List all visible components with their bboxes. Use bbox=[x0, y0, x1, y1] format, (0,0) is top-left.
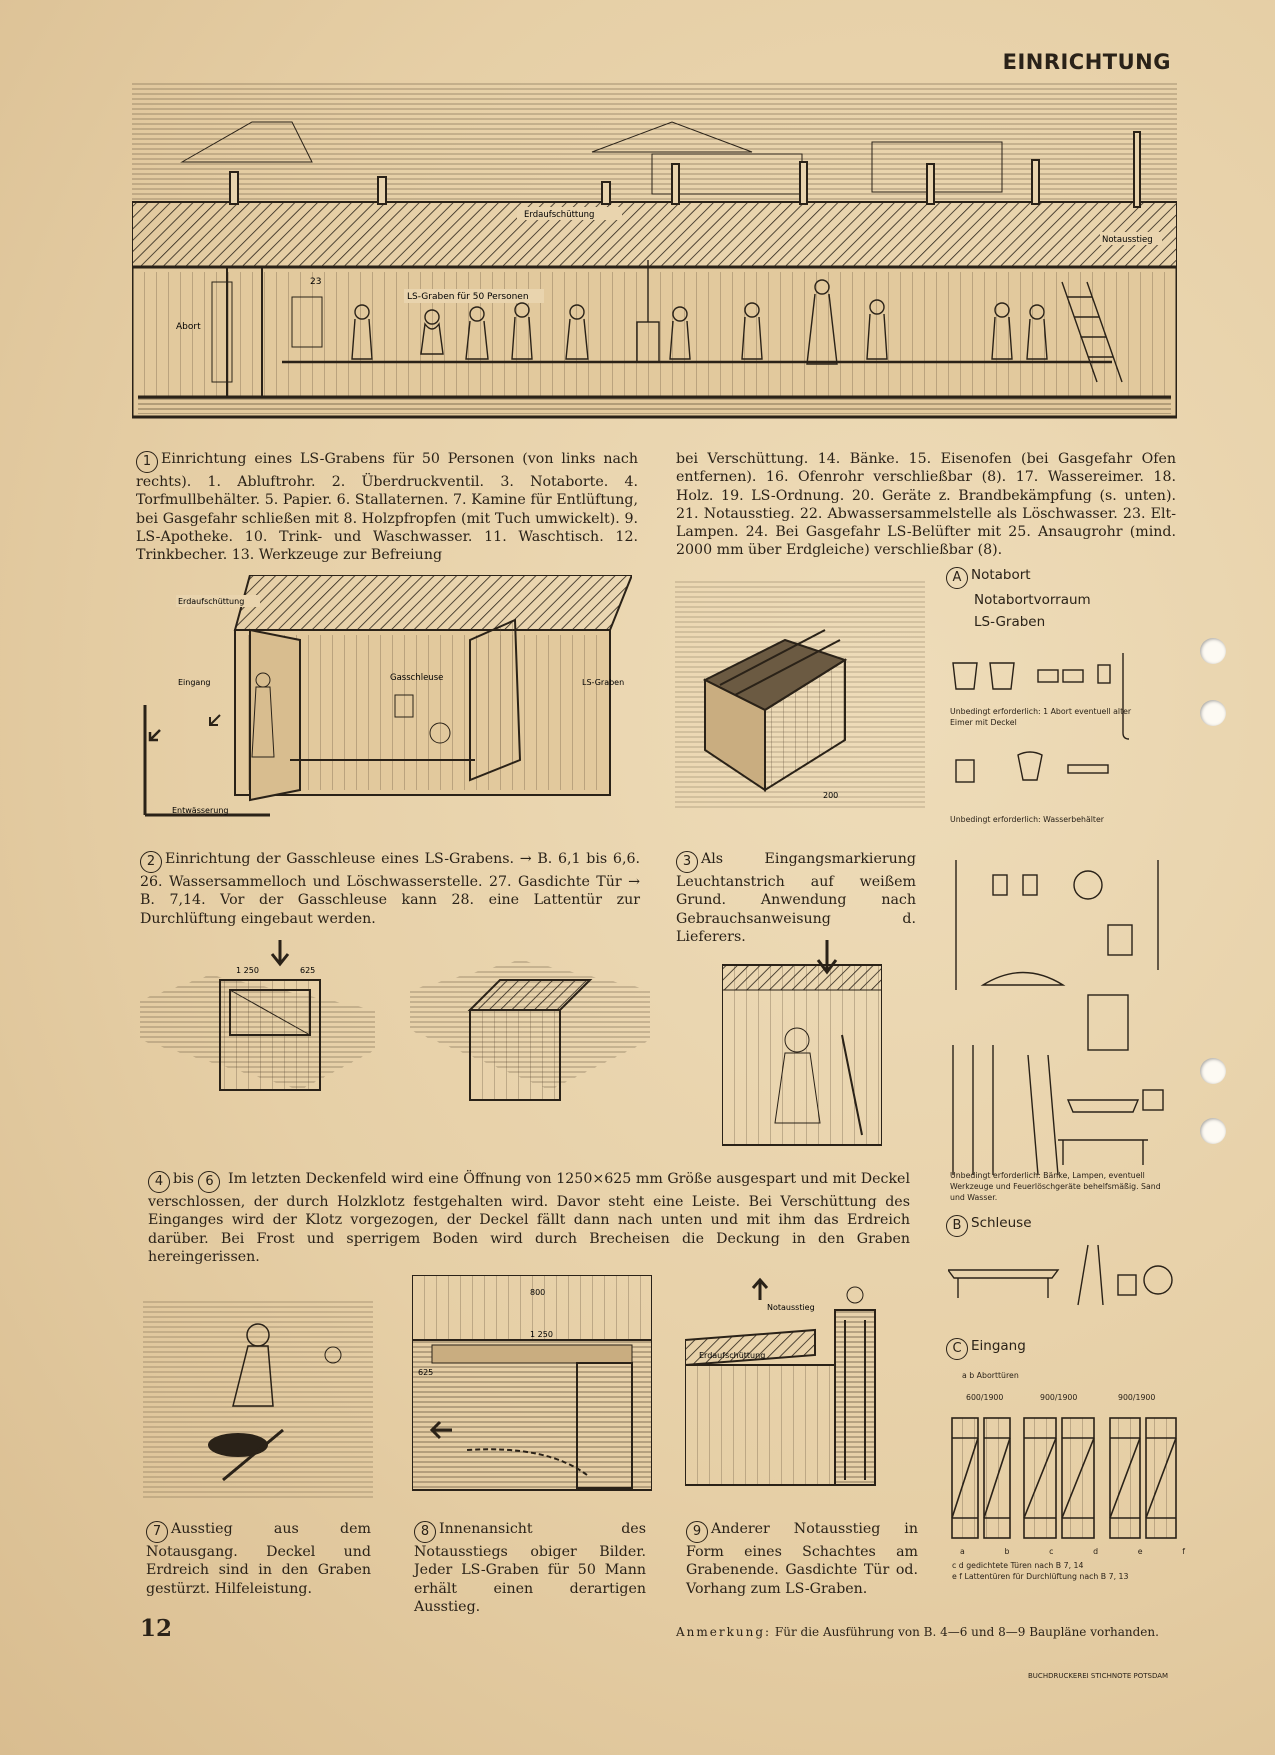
fig2-drain-label: Entwässerung bbox=[172, 806, 229, 815]
side-c-legend1: c d gedichtete Türen nach B 7, 14 bbox=[952, 1561, 1084, 1570]
page-number: 12 bbox=[140, 1615, 173, 1642]
fig8-dim-1250: 1 250 bbox=[530, 1330, 553, 1339]
fig8-illustration bbox=[412, 1275, 652, 1495]
binder-hole bbox=[1200, 638, 1226, 664]
door-letter: a bbox=[960, 1547, 965, 1556]
fig1-abort-label: Abort bbox=[176, 322, 201, 332]
footer-note bbox=[676, 1625, 1159, 1639]
side-c-sub: a b Aborttüren bbox=[962, 1371, 1019, 1380]
door-letter: d bbox=[1093, 1547, 1099, 1556]
fig7-illustration bbox=[143, 1280, 373, 1505]
fig4-6-caption-text: Im letzten Deckenfeld wird eine Öffnung von 1250×625 mm Größe ausgespart und mit Deckel verschlossen, der durch Holzklotz festgehalten wird. Davor steht eine Leiste. Bei Verschüttung des Einganges wird der Klotz vorgezogen, der Deckel fällt dann nach unten und mit ihm das Erdreich darüber. Bei Frost und sperrigem Boden wird durch Brecheisen die Deckung in den Graben hereingerissen. bbox=[148, 1171, 910, 1265]
fig8-caption-text: Innenansicht des Notausstiegs obiger Bilder. Jeder LS-Graben für 50 Mann erhält einen derartigen Ausstieg. bbox=[414, 1521, 646, 1615]
side-c-legend2: e f Lattentüren für Durchlüftung nach B 7, 13 bbox=[952, 1572, 1129, 1581]
footer-note-text: Für die Ausführung von B. 4—6 und 8—9 Baupläne vorhanden. bbox=[774, 1625, 1159, 1639]
fig8-caption bbox=[414, 1520, 646, 1616]
side-c-size-1: 600/1900 bbox=[966, 1393, 1004, 1402]
fig7-caption bbox=[146, 1520, 371, 1598]
fig9-exit-label: Notausstieg bbox=[767, 1303, 815, 1312]
door-letter: b bbox=[1004, 1547, 1010, 1556]
fig1-illustration bbox=[132, 82, 1177, 432]
fig4-dim-a: 1 250 bbox=[236, 966, 259, 975]
fig1-number: 1 bbox=[136, 451, 158, 473]
side-b-items bbox=[948, 1240, 1178, 1320]
side-a-line2: Notabortvorraum bbox=[974, 592, 1091, 608]
fig4-number: 4 bbox=[148, 1171, 170, 1193]
door-letter: c bbox=[1049, 1547, 1054, 1556]
fig4-illustration bbox=[140, 930, 375, 1130]
fig2-caption-text: Einrichtung der Gasschleuse eines LS-Grabens. → B. 6,1 bis 6,6. 26. Wassersammelloch und Löschwasserstelle. 27. Gasdichte Tür → B. 7,14. Vor der Gasschleuse kann 28. eine Lattentür zur Durchlüftung eingebaut werden. bbox=[140, 851, 640, 927]
side-a-line3: LS-Graben bbox=[974, 614, 1046, 630]
svg-text:23: 23 bbox=[310, 277, 322, 287]
side-c-size-3: 900/1900 bbox=[1118, 1393, 1156, 1402]
side-a-heading bbox=[946, 564, 1091, 633]
side-a-note1: Unbedingt erforderlich: 1 Abort eventuell alter Eimer mit Deckel bbox=[950, 707, 1132, 727]
page-title: EINRICHTUNG bbox=[1002, 50, 1171, 74]
fig9-illustration bbox=[685, 1270, 915, 1495]
fig3-number: 3 bbox=[676, 851, 698, 873]
side-c-letter: C bbox=[946, 1338, 968, 1360]
fig9-earth-label: Erdaufschüttung bbox=[699, 1351, 766, 1360]
fig2-number: 2 bbox=[140, 851, 162, 873]
fig3-caption bbox=[676, 850, 916, 946]
fig7-caption-text: Ausstieg aus dem Notausgang. Deckel und Erdreich sind in den Graben gestürzt. Hilfeleistung. bbox=[146, 1521, 371, 1597]
fig3-illustration bbox=[675, 580, 925, 810]
binder-hole bbox=[1200, 1058, 1226, 1084]
printer-imprint: BUCHDRUCKEREI STICHNOTE POTSDAM bbox=[1028, 1672, 1169, 1680]
fig2-entrance-label: Eingang bbox=[178, 678, 211, 687]
side-b-heading bbox=[946, 1215, 1032, 1237]
fig9-caption bbox=[686, 1520, 918, 1598]
side-a-letter: A bbox=[946, 567, 968, 589]
fig6-number: 6 bbox=[198, 1171, 220, 1193]
side-c-size-2: 900/1900 bbox=[1040, 1393, 1078, 1402]
fig2-lock-label: Gasschleuse bbox=[390, 673, 444, 683]
fig8-dim-625: 625 bbox=[418, 1368, 434, 1377]
side-a-note2: Unbedingt erforderlich: Wasserbehälter bbox=[950, 815, 1104, 824]
fig2-illustration bbox=[140, 575, 632, 833]
side-c-letters bbox=[960, 1546, 1185, 1557]
fig2-earth-label: Erdaufschüttung bbox=[178, 597, 245, 606]
fig4-6-bis: bis bbox=[173, 1171, 194, 1187]
footer-note-label: Anmerkung: bbox=[676, 1625, 772, 1639]
side-c-title: Eingang bbox=[971, 1338, 1026, 1354]
fig9-number: 9 bbox=[686, 1521, 708, 1543]
fig1-caption-left bbox=[136, 450, 638, 564]
door-letter: f bbox=[1182, 1547, 1185, 1556]
fig9-caption-text: Anderer Notausstieg in Form eines Schachtes am Grabenende. Gasdichte Tür od. Vorhang zum LS-Graben. bbox=[686, 1521, 918, 1597]
fig6-illustration bbox=[722, 935, 882, 1150]
fig8-dim-800: 800 bbox=[530, 1288, 546, 1297]
fig2-trench-label: LS-Graben bbox=[582, 678, 625, 687]
fig1-caption-text: Einrichtung eines LS-Grabens für 50 Personen (von links nach rechts). 1. Abluftrohr. 2. Überdruckventil. 3. Notaborte. 4. Torfmullbehälter. 5. Papier. 6. Stallaternen. 7. Kamine für Entlüftung, bei Gasgefahr schließen mit 8. Holzpfropfen (mit Tuch umwickelt). 9. LS-Apotheke. 10. Trink- und Waschwasser. 11. Waschtisch. 12. Trinkbecher. 13. Werkzeuge zur Befreiung bbox=[136, 451, 638, 564]
binder-hole bbox=[1200, 700, 1226, 726]
fig7-number: 7 bbox=[146, 1521, 168, 1543]
fig3-dim: 200 bbox=[823, 791, 839, 800]
fig8-number: 8 bbox=[414, 1521, 436, 1543]
side-b-title: Schleuse bbox=[971, 1215, 1032, 1231]
binder-hole bbox=[1200, 1118, 1226, 1144]
fig4-6-caption bbox=[148, 1170, 910, 1266]
fig2-caption bbox=[140, 850, 640, 928]
side-c-heading bbox=[946, 1338, 1026, 1360]
fig3-caption-text: Als Eingangsmarkierung Leuchtanstrich auf weißem Grund. Anwendung nach Gebrauchsanweisung d. Lieferers. bbox=[676, 851, 916, 945]
fig5-illustration bbox=[410, 930, 650, 1130]
side-a-note3: Unbedingt erforderlich: Bänke, Lampen, eventuell Werkzeuge und Feuerlöschgeräte behelfsmäßig. Sand und Wasser. bbox=[950, 1171, 1161, 1202]
fig1-trench-label: LS-Graben für 50 Personen bbox=[407, 292, 529, 302]
fig1-exit-label: Notausstieg bbox=[1102, 235, 1153, 245]
fig1-caption-right: bei Verschüttung. 14. Bänke. 15. Eisenofen (bei Gasgefahr Ofen entfernen). 16. Ofenrohr verschließbar (8). 17. Wassereimer. 18. Holz. 19. LS-Ordnung. 20. Geräte z. Brandbekämpfung (s. unten). 21. Notausstieg. 22. Abwassersammelstelle als Löschwasser. 23. Elt-Lampen. 24. Bei Gasgefahr LS-Belüfter mit 25. Ansaugrohr (mind. 2000 mm über Erdgleiche) verschließbar (8). bbox=[676, 451, 1176, 559]
door-letter: e bbox=[1137, 1547, 1143, 1556]
side-a-items bbox=[948, 645, 1183, 1210]
side-c-doors bbox=[950, 1408, 1180, 1543]
fig4-dim-b: 625 bbox=[300, 966, 316, 975]
fig1-earth-label: Erdaufschüttung bbox=[524, 210, 595, 220]
side-a-line1: Notabort bbox=[971, 567, 1031, 583]
side-b-letter: B bbox=[946, 1215, 968, 1237]
